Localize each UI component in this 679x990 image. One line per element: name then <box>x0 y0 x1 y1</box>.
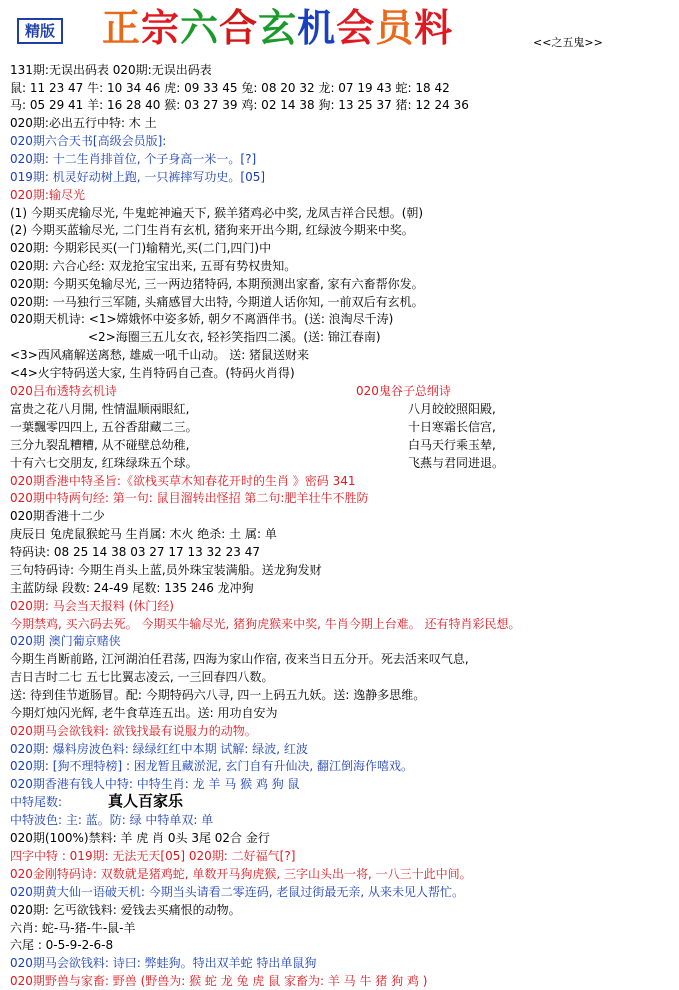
text-line: 今期灯烛闪光辉, 老牛食草连五出。送: 用功自安为 <box>10 706 278 720</box>
title-char: 员 <box>375 5 415 50</box>
text-line: 020期: 六合心经: 双龙抢宝宝出来, 五哥有势权贵知。 <box>10 259 297 273</box>
text-line: 六肖: 蛇-马-猪-牛-鼠-羊 <box>10 921 136 935</box>
text-line: 020期马会欲钱料: 欲钱找最有说服力的动物。 <box>10 724 257 738</box>
poem-left-title: 020吕布透特玄机诗 <box>10 384 117 398</box>
title-char: 料 <box>414 5 454 50</box>
section-title: 020期:输尽光 <box>10 188 85 202</box>
section-title: 020期 澳门葡京赌侠 <box>10 634 121 648</box>
poem-left-line: 一葉飄零四四上, 五谷香甜藏二三。 <box>10 420 198 434</box>
poem-right-line: 飞燕与君同进退。 <box>408 456 505 470</box>
text-line: 020期野兽与家畜: 野兽 (野兽为: 猴 蛇 龙 兔 虎 鼠 家畜为: 羊 马 牛 猪 狗 鸡 ) <box>10 974 428 988</box>
poem-left-line: 富贵之花八月開, 性情温顺兩眼紅, <box>10 402 190 416</box>
section-title: 020期: 马会当天报料 (休门经) <box>10 599 174 613</box>
title-char: 合 <box>219 5 259 50</box>
text-line: 今期禁鸡, 买六码去死。 今期买牛输尽光, 猪狗虎猴来中奖, 牛肖今期上台难。 还有特肖彩民想。 <box>10 617 521 631</box>
text-line: 020期: 乞丐欲钱料: 爱钱去买痛恨的动物。 <box>10 903 241 917</box>
text-line: 中特波色: 主: 蓝。防: 绿 中特单双: 单 <box>10 813 214 827</box>
title-char: 宗 <box>141 5 181 50</box>
text-line: <4>火宇特码送大家, 生肖特码自己查。(特码火肖得) <box>10 366 295 380</box>
text-line: 020期黄大仙一语破天机: 今期当头请看二零连码, 老鼠过街最无亲, 从来未见人帮忙。 <box>10 885 465 899</box>
text-line: <3>西风痛解送离愁, 雄威一吼千山动。 送: 猪鼠送财来 <box>10 348 310 362</box>
text-line: 020期:必出五行中特: 木 土 <box>10 116 157 130</box>
text-line: 020期天机诗: <1>嫦娥怀中姿多娇, 朝夕不离酒伴书。(送: 浪淘尽千涛) <box>10 312 394 326</box>
text-line: 020期(100%)禁料: 羊 虎 肖 0头 3尾 02合 金行 <box>10 831 270 845</box>
text-line: 020期: 一马独行三军随, 头痛感冒大出特, 今期道人话你知, 一前双后有玄机。 <box>10 295 424 309</box>
text-line: 今期生肖断前路, 江河湖泊任君荡, 四海为家山作宿, 夜来当日五分开。死去活来叹气息, <box>10 652 469 666</box>
poem-right-title: 020鬼谷子总纲诗 <box>356 384 451 398</box>
title-char: 六 <box>180 5 220 50</box>
text-line: 马: 05 29 41 羊: 16 28 40 猴: 03 27 39 鸡: 02 14 38 狗: 13 25 37 猪: 12 24 36 <box>10 98 469 112</box>
text-line: 送: 待到佳节逝肠冒。配: 今期特码六八寻, 四一上码五九妖。送: 逸静多思维。 <box>10 688 426 702</box>
title-char: 机 <box>297 5 337 50</box>
poem-right-line: 十日寒霜长信宫, <box>408 420 496 434</box>
text-line: 020期: 爆料房波色料: 绿绿红红中本期 试解: 绿波, 红波 <box>10 742 308 756</box>
text-line: 三句特码诗: 今期生肖头上蓝,员外珠宝装满船。送龙狗发财 <box>10 563 322 577</box>
text-line: 020期中特两句经: 第一句: 鼠目溜转出怪招 第二句:肥羊壮牛不胜防 <box>10 491 369 505</box>
text-line: 020期: 今期买兔输尽光, 三一两边猪特码, 本期预测出家畜, 家有六畜帮你发。 <box>10 277 424 291</box>
section-title: 020期六合天书[高级会员版]: <box>10 134 167 148</box>
poem-right-line: 白马天行乘玉辇, <box>408 438 496 452</box>
text-line: 四字中特 : 019期: 无法无天[05] 020期: 二好福气[?] <box>10 849 296 863</box>
text-line: 特码诀: 08 25 14 38 03 27 17 13 32 23 47 <box>10 545 260 559</box>
text-line: 020期香港中特圣旨:《欲栈买草木知春花开时的生肖 》密码 341 <box>10 474 356 488</box>
subtitle: <<之五鬼>> <box>533 36 603 49</box>
text-line: 六尾 : 0-5-9-2-6-8 <box>10 938 114 952</box>
text-line: 020期: 今期彩民买(一门)输精光,买(二门,四门)中 <box>10 241 272 255</box>
text-line: 020金刚特码诗: 双数就是猪鸡蛇, 单数开马狗虎猴, 三字山头出一将, 一八三十此中间。 <box>10 867 472 881</box>
poem-left-line: 十有六七交朋友, 红珠绿珠五个球。 <box>10 456 198 470</box>
text-line: 庚辰日 兔虎鼠猴蛇马 生肖属: 木火 绝杀: 土 属: 单 <box>10 527 277 541</box>
edition-badge: 精版 <box>17 18 63 44</box>
text-line: 中特尾数: <box>10 795 63 809</box>
text-line: 020期: [狗不理特榜] : 困龙暂且藏淤泥, 玄门自有升仙决, 翻江倒海作嘻戏。 <box>10 759 414 773</box>
text-line: 020期香港十二少 <box>10 509 105 523</box>
text-line: 020期马会欲钱料: 诗曰: 弊蛙狗。特出双羊蛇 特出单鼠狗 <box>10 956 317 970</box>
title-char: 正 <box>102 5 142 50</box>
title-char: 玄 <box>258 5 298 50</box>
text-line: (2) 今期买蓝输尽光, 二门生肖有玄机, 猪狗来开出今期, 红绿波今期来中奖。 <box>10 223 414 237</box>
overlay-text: 真人百家乐 <box>108 792 184 810</box>
title-char: 会 <box>336 5 376 50</box>
text-line: (1) 今期买虎输尽光, 牛鬼蛇神遍天下, 猴羊猪鸡必中奖, 龙凤吉祥合民想。(朝) <box>10 206 424 220</box>
page-title <box>102 2 453 54</box>
text-line: <2>海圈三五儿女衣, 轻衫笑指四二溪。(送: 锦江春南) <box>88 330 381 344</box>
text-line: 020期: 十二生肖排首位, 个子身高一米一。[?] <box>10 152 257 166</box>
poem-left-line: 三分九裂乱糟糟, 从不碰壁总幼稚, <box>10 438 190 452</box>
text-line: 131期:无误出码表 020期:无误出码表 <box>10 63 212 77</box>
text-line: 鼠: 11 23 47 牛: 10 34 46 虎: 09 33 45 兔: 08 20 32 龙: 07 19 43 蛇: 18 42 <box>10 81 450 95</box>
text-line: 吉日吉时二七 五七比翼志凌云, 一三回春四八数。 <box>10 670 274 684</box>
text-line: 主蓝防绿 段数: 24-49 尾数: 135 246 龙冲狗 <box>10 581 254 595</box>
poem-right-line: 八月皎皎照阳殿, <box>408 402 496 416</box>
text-line: 020期香港有钱人中特: 中特生肖: 龙 羊 马 猴 鸡 狗 鼠 <box>10 777 300 791</box>
text-line: 019期: 机灵好动树上跑, 一只裤摔写功史。[05] <box>10 170 266 184</box>
